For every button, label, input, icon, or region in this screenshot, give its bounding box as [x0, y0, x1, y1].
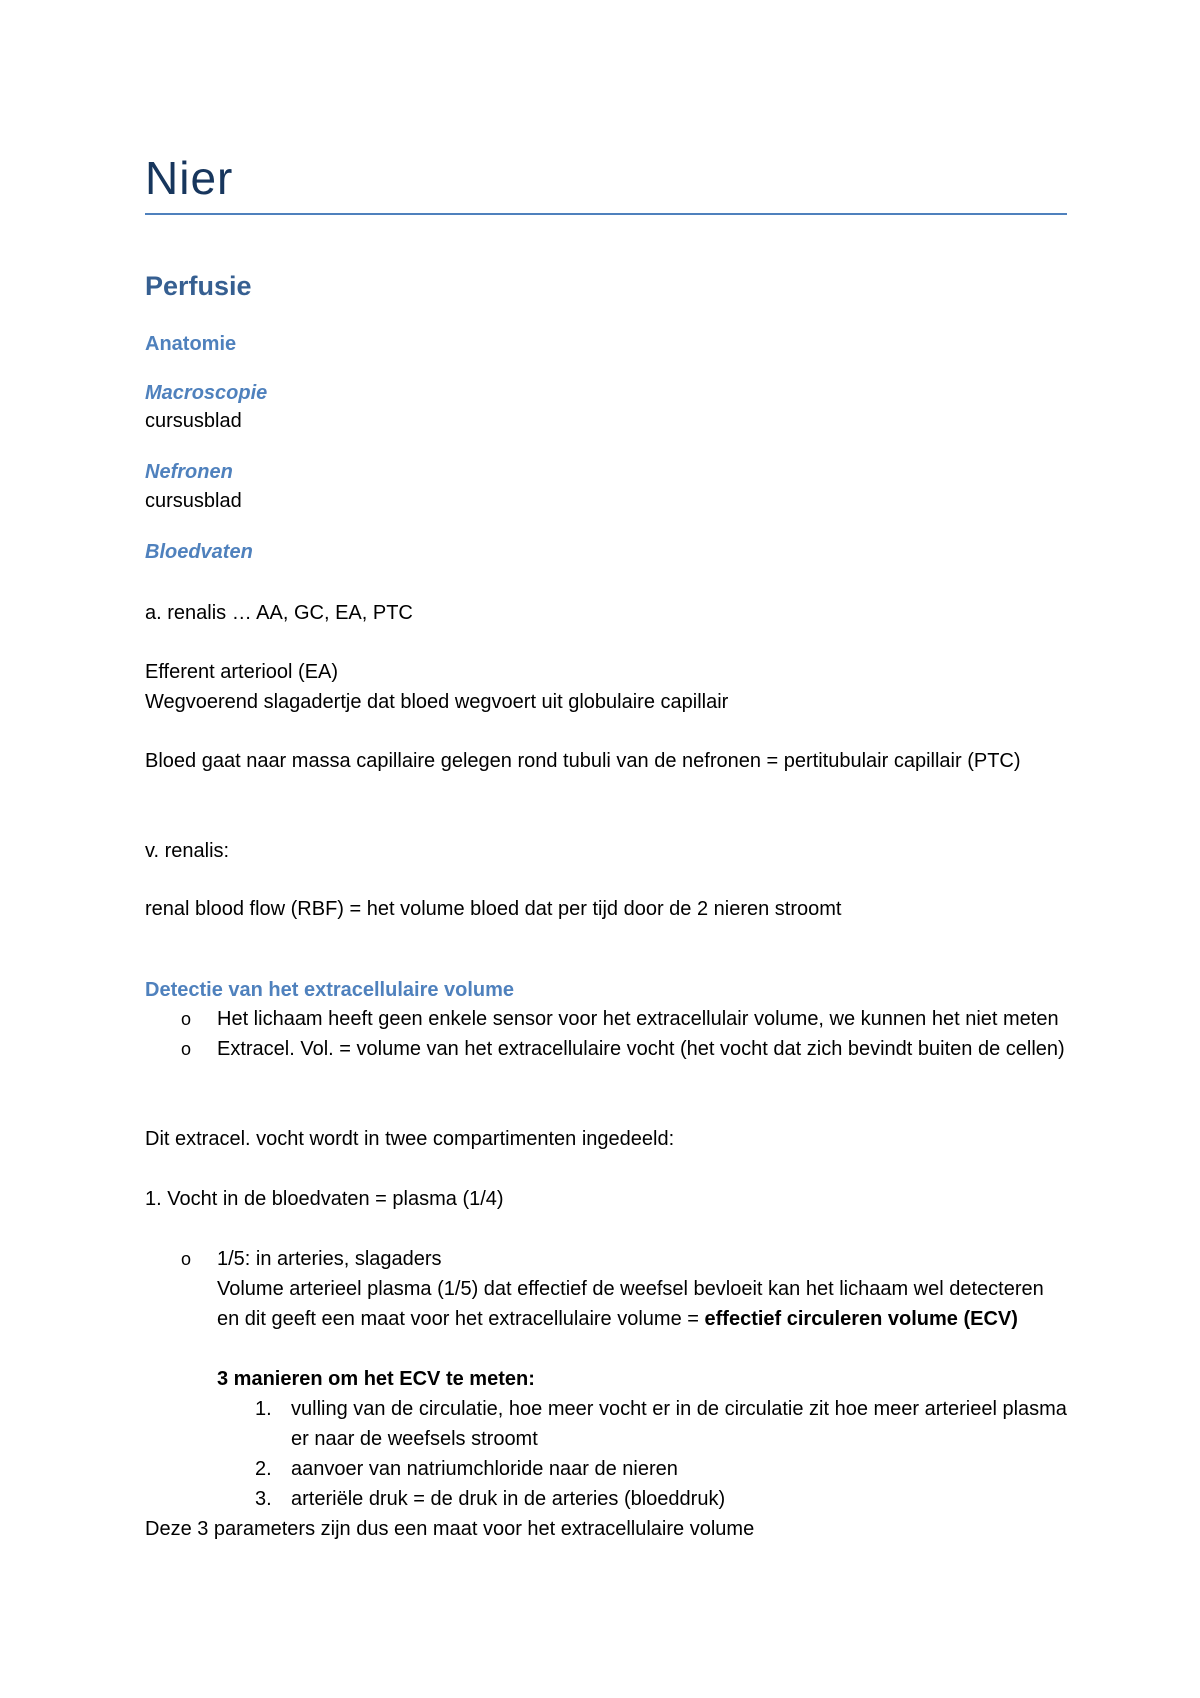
nefronen-text: cursusblad	[145, 490, 242, 512]
arteries-bullet-list	[145, 1244, 1067, 1274]
macroscopie-text: cursusblad	[145, 410, 242, 432]
bullet-marker: o	[181, 1249, 192, 1269]
list-item	[145, 1244, 1067, 1274]
document-title: Nier	[145, 152, 234, 204]
manieren-title-text: 3 manieren om het ECV te meten:	[217, 1368, 535, 1390]
list-number: 3.	[255, 1488, 272, 1510]
heading-macroscopie: Macroscopie	[145, 382, 268, 404]
bullet-marker: o	[181, 1039, 192, 1059]
conclusie-text: Deze 3 parameters zijn dus een maat voor het extracellulaire volume	[145, 1518, 755, 1540]
list-item	[145, 1484, 1067, 1514]
v-renalis: v. renalis:	[145, 840, 230, 862]
list-item-text: 1/5: in arteries, slagaders	[217, 1248, 442, 1270]
rbf-paragraph: renal blood flow (RBF) = het volume bloed dat per tijd door de 2 nieren stroomt	[145, 898, 842, 920]
ecv-term: effectief circuleren volume (ECV)	[704, 1308, 1018, 1330]
title-underline	[145, 213, 1067, 215]
vocht-line: 1. Vocht in de bloedvaten = plasma (1/4)	[145, 1188, 504, 1210]
heading-nefronen: Nefronen	[145, 461, 233, 483]
list-item-text: vulling van de circulatie, hoe meer vocht er in de circulatie zit hoe meer arterieel plasma er naar de weefsels stroomt	[291, 1398, 1067, 1450]
bullet-marker: o	[181, 1009, 192, 1029]
efferent-text: Wegvoerend slagadertje dat bloed wegvoert uit globulaire capillair	[145, 691, 729, 713]
heading-anatomie: Anatomie	[145, 333, 237, 355]
list-number: 2.	[255, 1458, 272, 1480]
list-item-text: Het lichaam heeft geen enkele sensor voor het extracellulair volume, we kunnen het niet meten	[217, 1008, 1059, 1030]
heading-detectie: Detectie van het extracellulaire volume	[145, 979, 515, 1001]
efferent-title: Efferent arteriool (EA)	[145, 661, 339, 683]
list-item-text: aanvoer van natriumchloride naar de nieren	[291, 1458, 678, 1480]
list-item	[145, 1004, 1067, 1034]
list-item	[145, 1034, 1067, 1064]
compartimenten-text: Dit extracel. vocht wordt in twee compartimenten ingedeeld:	[145, 1128, 675, 1150]
heading-bloedvaten: Bloedvaten	[145, 541, 253, 563]
manieren-list	[145, 1394, 1067, 1514]
detectie-bullet-list	[145, 1004, 1067, 1064]
renalis-line: a. renalis … AA, GC, EA, PTC	[145, 602, 413, 624]
manieren-title	[217, 1364, 1067, 1394]
list-item-text: Extracel. Vol. = volume van het extracellulaire vocht (het vocht dat zich bevindt buiten de cellen)	[217, 1038, 1065, 1060]
arteries-paragraph	[217, 1274, 1067, 1334]
bloed-paragraph: Bloed gaat naar massa capillaire gelegen rond tubuli van de nefronen = pertitubulair capillair (PTC)	[145, 750, 1021, 772]
list-item-text: arteriële druk = de druk in de arteries (bloeddruk)	[291, 1488, 726, 1510]
list-item	[145, 1394, 1067, 1454]
list-number: 1.	[255, 1398, 272, 1420]
heading-perfusie: Perfusie	[145, 271, 252, 301]
arteries-text: Volume arterieel plasma (1/5) dat effectief de weefsel bevloeit kan het lichaam wel detecteren en dit geeft een maat voor het extracellulaire volume =	[217, 1278, 1044, 1330]
list-item	[145, 1454, 1067, 1484]
